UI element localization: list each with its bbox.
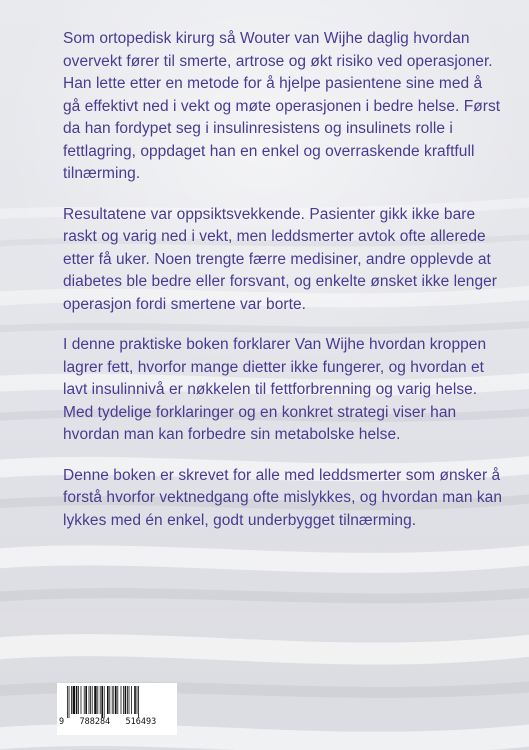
blurb-paragraph-1: Som ortopedisk kirurg så Wouter van Wijhe daglig hvordan overvekt fører til smerte, artrose og økt risiko ved operasjoner. Han lette etter en metode for å hjelpe pasientene sine med å gå effektivt ned i vekt og møte operasjonen i bedre helse. Først da han fordypet seg i insulinresistens og insulinets rolle i fettlagring, oppdaget han en enkel og overraskende kraftfull tilnærming. xyxy=(63,30,501,182)
blurb-paragraph-3: I denne praktiske boken forklarer Van Wijhe hvordan kroppen lagrer fett, hvorfor mange dietter ikke fungerer, og hvordan et lavt insulinnivå er nøkkelen til fettforbrenning og varig helse. Med tydelige forklaringer og en konkret strategi viser han hvordan man kan forbedre sin metabolske helse. xyxy=(63,336,487,443)
isbn-barcode xyxy=(57,683,177,735)
blurb-paragraph-4: Denne boken er skrevet for alle med leddsmerter som ønsker å forstå hvorfor vektnedgang ofte mislykkes, og hvordan man kan lykkes med én enkel, godt underbygget tilnærming. xyxy=(63,466,503,529)
blurb-text xyxy=(63,28,503,550)
blurb-paragraph-2: Resultatene var oppsiktsvekkende. Pasienter gikk ikke bare raskt og varig ned i vekt, men leddsmerter avtok ofte allerede etter få uker. Noen trengte færre medisiner, andre opplevde at diabetes ble bedre eller forsvant, og enkelte ønsket ikke lenger operasjon fordi smertene var borte. xyxy=(63,205,498,313)
barcode-bars xyxy=(67,686,167,718)
barcode-digits: 9 788284 516493 xyxy=(59,717,157,727)
